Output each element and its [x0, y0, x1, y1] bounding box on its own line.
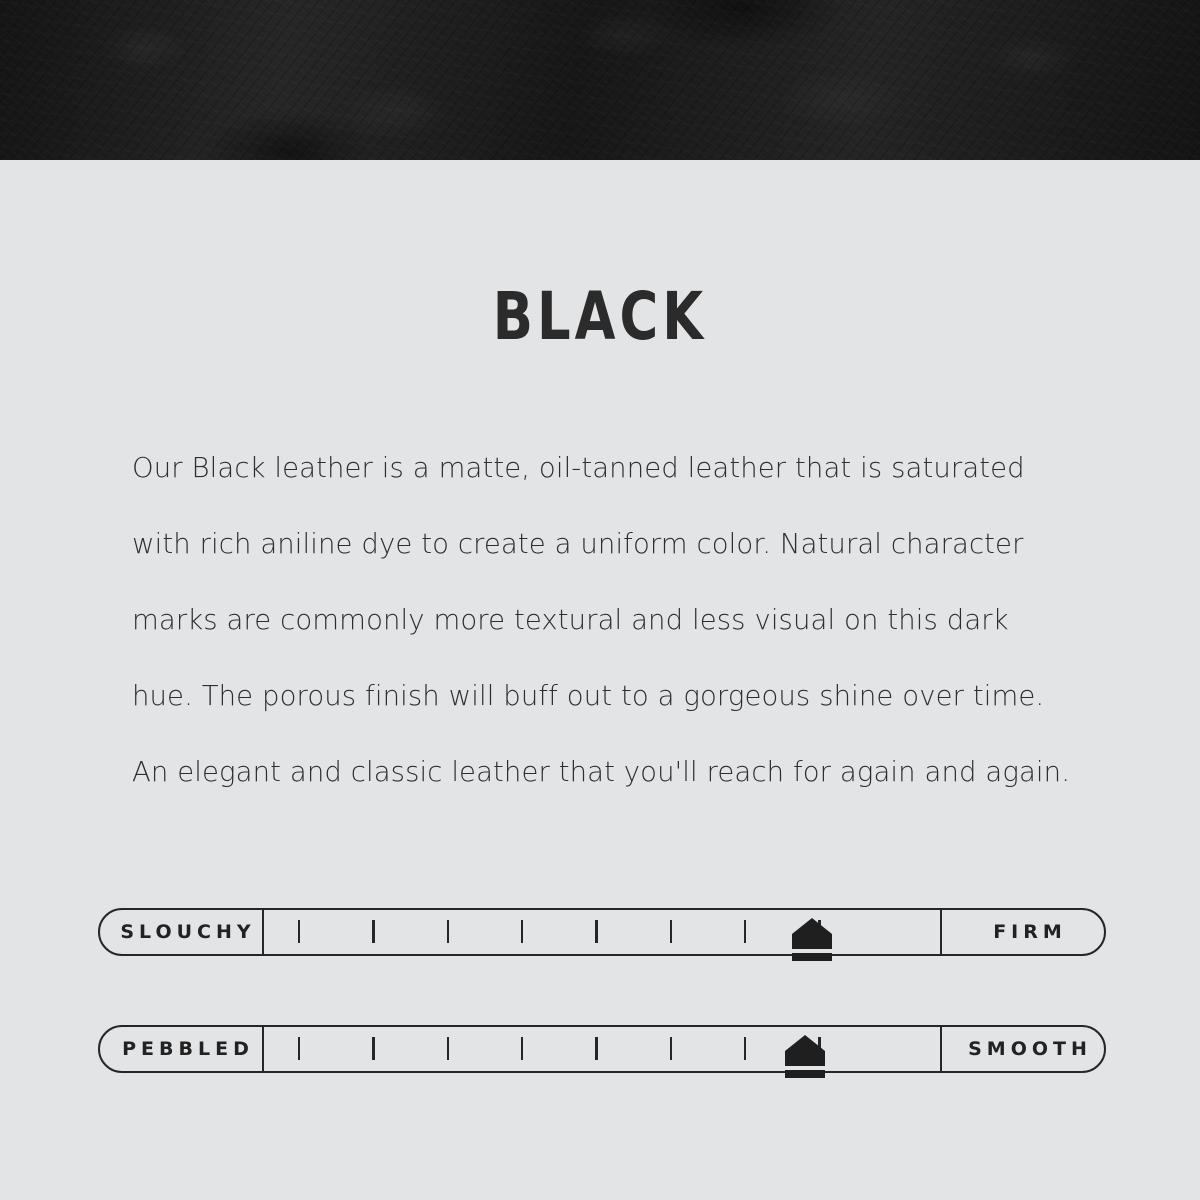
- scale-tick: [447, 1037, 450, 1060]
- scale-tick: [744, 1037, 747, 1060]
- marker-arrow-icon: [785, 1035, 825, 1051]
- structure-scale-left-label: SLOUCHY: [100, 910, 264, 954]
- structure-scale-marker[interactable]: [792, 918, 832, 961]
- texture-scale-left-label: PEBBLED: [100, 1027, 264, 1071]
- scale-tick: [521, 920, 524, 943]
- description-line: hue. The porous finish will buff out to a gorgeous shine over time.: [132, 680, 1045, 712]
- marker-bar: [785, 1070, 825, 1078]
- scale-tick: [298, 920, 301, 943]
- texture-scale-track[interactable]: [264, 1027, 940, 1071]
- marker-bar: [792, 953, 832, 961]
- page-title: BLACK: [492, 278, 708, 355]
- structure-scale-right-label: FIRM: [940, 910, 1104, 954]
- scale-tick: [521, 1037, 524, 1060]
- texture-scale: [98, 1025, 1106, 1073]
- description-line: marks are commonly more textural and less visual on this dark: [132, 604, 1009, 636]
- description-line: An elegant and classic leather that you'll reach for again and again.: [132, 756, 1071, 788]
- texture-scale-right-label: SMOOTH: [940, 1027, 1104, 1071]
- scale-tick: [372, 1037, 375, 1060]
- description-text: [132, 430, 1072, 810]
- scale-tick: [372, 920, 375, 943]
- marker-body: [785, 1051, 825, 1066]
- scale-tick: [595, 1037, 598, 1060]
- scale-tick: [447, 920, 450, 943]
- scale-tick: [298, 1037, 301, 1060]
- scale-tick: [670, 1037, 673, 1060]
- leather-texture-banner: [0, 0, 1200, 160]
- scale-tick: [744, 920, 747, 943]
- description-line: with rich aniline dye to create a uniform color. Natural character: [132, 528, 1024, 560]
- scale-tick: [670, 920, 673, 943]
- texture-scale-bar[interactable]: [98, 1025, 1106, 1073]
- structure-scale-track[interactable]: [264, 910, 940, 954]
- marker-body: [792, 934, 832, 949]
- scale-tick: [595, 920, 598, 943]
- texture-scale-marker[interactable]: [785, 1035, 825, 1078]
- structure-scale: [98, 908, 1106, 956]
- marker-arrow-icon: [792, 918, 832, 934]
- structure-scale-bar[interactable]: [98, 908, 1106, 956]
- description-line: Our Black leather is a matte, oil-tanned leather that is saturated: [132, 452, 1025, 484]
